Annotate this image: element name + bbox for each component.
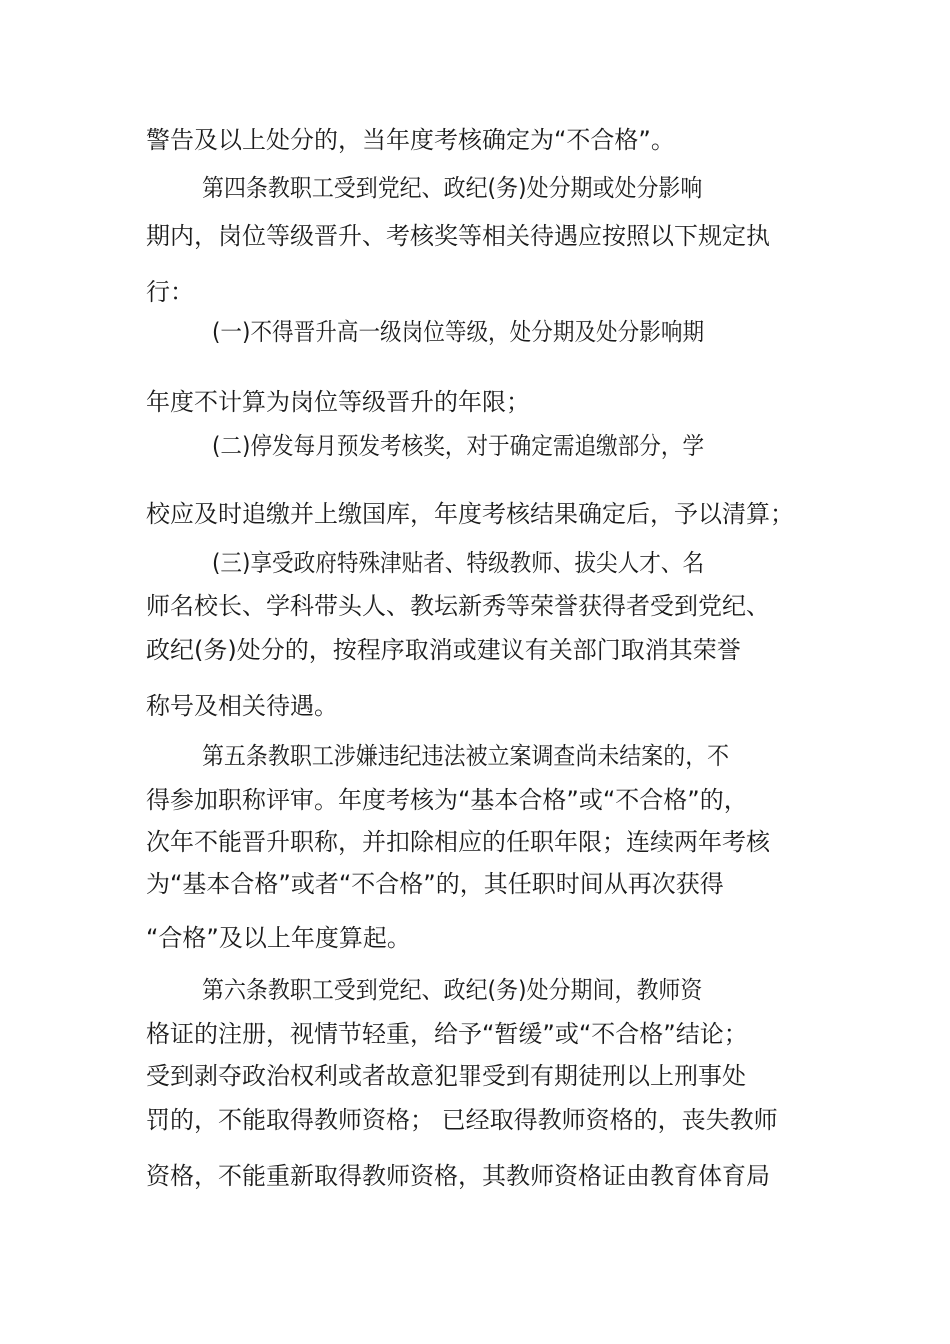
article-6-line-4: 罚的，不能取得教师资格； 已经取得教师资格的，丧失教师	[146, 1106, 778, 1134]
article-4-line-1: 第四条教职工受到党纪、政纪(务)处分期或处分影响	[202, 174, 703, 202]
article-5-line-3: 次年不能晋升职称，并扣除相应的任职年限；连续两年考核	[146, 828, 770, 856]
clause-3-line-1: (三)享受政府特殊津贴者、特级教师、拔尖人才、名	[212, 549, 705, 577]
article-5-line-4: 为“基本合格”或者“不合格”的，其任职时间从再次获得	[146, 870, 724, 898]
clause-3-line-2: 师名校长、学科带头人、教坛新秀等荣誉获得者受到党纪、	[146, 592, 770, 620]
article-4-line-2: 期内，岗位等级晋升、考核奖等相关待遇应按照以下规定执	[146, 222, 770, 250]
clause-1-line-1: (一)不得晋升高一级岗位等级，处分期及处分影响期	[212, 318, 705, 346]
article-4-line-3: 行：	[146, 278, 194, 306]
clause-3-line-4: 称号及相关待遇。	[146, 692, 338, 720]
article-6-line-5: 资格，不能重新取得教师资格，其教师资格证由教育体育局	[146, 1162, 770, 1190]
article-5-line-5: “合格”及以上年度算起。	[146, 924, 411, 952]
clause-2-line-1: (二)停发每月预发考核奖，对于确定需追缴部分，学	[212, 432, 705, 460]
article-5-line-1: 第五条教职工涉嫌违纪违法被立案调查尚未结案的，不	[202, 742, 730, 770]
article-6-line-1: 第六条教职工受到党纪、政纪(务)处分期间，教师资	[202, 976, 703, 1004]
article-6-line-2: 格证的注册，视情节轻重，给予“暂缓”或“不合格”结论；	[146, 1020, 748, 1048]
clause-2-line-2: 校应及时追缴并上缴国库，年度考核结果确定后，予以清算；	[146, 500, 794, 528]
article-6-line-3: 受到剥夺政治权利或者故意犯罪受到有期徒刑以上刑事处	[146, 1062, 746, 1090]
clause-1-line-2: 年度不计算为岗位等级晋升的年限；	[146, 388, 530, 416]
article-5-line-2: 得参加职称评审。年度考核为“基本合格”或“不合格”的，	[146, 786, 748, 814]
clause-3-line-3: 政纪(务)处分的，按程序取消或建议有关部门取消其荣誉	[146, 636, 741, 664]
text-line-1: 警告及以上处分的，当年度考核确定为“不合格”。	[146, 126, 675, 154]
